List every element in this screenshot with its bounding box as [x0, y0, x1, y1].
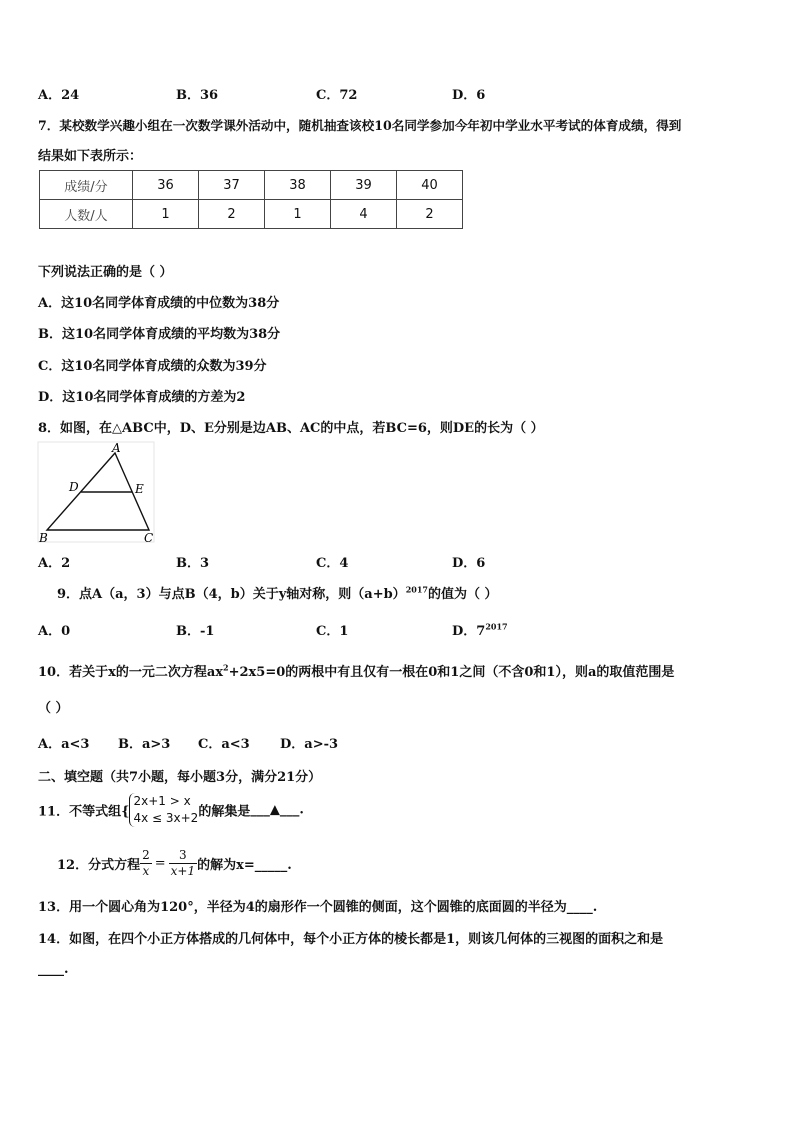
- q7-stem-line1: 7．某校数学兴趣小组在一次数学课外活动中，随机抽查该校10名同学参加今年初中学业水平考试的体育成绩，得到: [38, 118, 682, 133]
- q9-option-c: C．1: [316, 624, 349, 639]
- q7-option-b: B．这10名同学体育成绩的平均数为38分: [38, 327, 281, 342]
- q8-stem: 8．如图，在△ABC中，D、E分别是边AB、AC的中点，若BC=6，则DE的长为（ ）: [38, 421, 544, 436]
- q10-stem-text: 10．若关于x的一元二次方程ax: [38, 665, 224, 680]
- q11-suffix: 的解集是: [198, 804, 251, 820]
- q11-inequality-1: 2x+1 > x: [133, 794, 191, 808]
- q8-option-b: B．3: [176, 556, 210, 571]
- q10-stem-line1: [38, 661, 674, 680]
- label-b: B: [39, 531, 48, 545]
- q9-option-b: B．-1: [176, 624, 215, 639]
- q6-option-c: C．72: [316, 88, 358, 103]
- q12-lhs-fraction: [140, 848, 152, 879]
- q6-option-b: B．36: [176, 88, 219, 103]
- section-heading: 二、填空题（共7小题，每小题3分，满分21分）: [38, 770, 322, 785]
- q9-stem-text: 9．点A（a，3）与点B（4，b）关于y轴对称，则（a+b）: [57, 587, 406, 602]
- q9-option-d-base: D．7: [452, 624, 486, 639]
- q10-option-d: D．a>-3: [280, 737, 339, 752]
- q8-option-a: A．2: [38, 556, 71, 571]
- label-e: E: [135, 482, 144, 496]
- table-cell: 1: [133, 200, 199, 229]
- q10-stem-tail: +2x5=0的两根中有且仅有一根在0和1之间（不含0和1），则a的取值范围是: [228, 665, 675, 680]
- q7-option-a: A．这10名同学体育成绩的中位数为38分: [38, 296, 280, 311]
- q12-prefix: 12．分式方程: [57, 858, 141, 873]
- table-cell: 4: [331, 200, 397, 229]
- table-cell: 38: [265, 171, 331, 200]
- q6-option-a: A．24: [38, 88, 80, 103]
- q10-stem-exponent: 2: [223, 662, 229, 673]
- label-d: D: [69, 480, 79, 494]
- table-cell: 2: [199, 200, 265, 229]
- table-cell: 39: [331, 171, 397, 200]
- q11-inequality-system: [129, 793, 198, 827]
- q14-stem-line1: 14．如图，在四个小正方体搭成的几何体中，每个小正方体的棱长都是1，则该几何体的三视图的面积之和是: [38, 932, 664, 947]
- q11-inequality-2: 4x ≤ 3x+2: [133, 811, 199, 825]
- q9-stem-exponent: 2017: [405, 584, 428, 595]
- q12-lhs-numerator: 2: [142, 848, 150, 862]
- q10-option-b: B．a>3: [118, 737, 171, 752]
- q6-option-d: D．6: [452, 88, 486, 103]
- q12-lhs-denominator: x: [142, 864, 150, 878]
- q10-stem-line2: （ ）: [38, 701, 69, 716]
- table-cell: 1: [265, 200, 331, 229]
- q10-option-c: C．a<3: [198, 737, 250, 752]
- q10-option-a: A．a<3: [38, 737, 90, 752]
- q7-option-d: D．这10名同学体育成绩的方差为2: [38, 390, 246, 405]
- q9-option-d: [452, 620, 508, 639]
- q7-option-c: C．这10名同学体育成绩的众数为39分: [38, 359, 267, 374]
- table-row: [40, 171, 463, 200]
- table-header-score: 成绩/分: [40, 171, 133, 200]
- table-cell: 36: [133, 171, 199, 200]
- q9-stem: [57, 583, 497, 602]
- q12-equals: =: [154, 856, 166, 871]
- q11-blank: ___▲___: [250, 802, 300, 818]
- triangle-figure: [36, 440, 166, 546]
- q12-rhs-denominator: x+1: [170, 864, 196, 878]
- q11-period: .: [299, 802, 304, 818]
- table-cell: 40: [397, 171, 463, 200]
- q9-stem-tail: 的值为（ ）: [427, 587, 498, 602]
- q7-stem-line2: 结果如下表所示：: [38, 149, 143, 164]
- label-c: C: [144, 531, 154, 545]
- q12-line: [57, 848, 292, 879]
- q13-stem: 13．用一个圆心角为120°，半径为4的扇形作一个圆锥的侧面，这个圆锥的底面圆的半径为____.: [38, 900, 598, 915]
- q8-option-c: C．4: [316, 556, 349, 571]
- table-cell: 2: [397, 200, 463, 229]
- label-a: A: [112, 441, 121, 455]
- q12-rhs-fraction: [169, 848, 197, 879]
- table-cell: 37: [199, 171, 265, 200]
- q11-line: [38, 793, 304, 827]
- table-row: [40, 200, 463, 229]
- q7-score-table: [39, 170, 463, 229]
- q11-prefix: 11．不等式组{: [38, 804, 130, 820]
- q8-option-d: D．6: [452, 556, 486, 571]
- q12-rhs-numerator: 3: [169, 848, 197, 864]
- q9-option-a: A．0: [38, 624, 71, 639]
- table-header-count: 人数/人: [40, 200, 133, 229]
- q7-question: 下列说法正确的是（ ）: [38, 265, 173, 280]
- q9-option-d-exponent: 2017: [485, 621, 508, 632]
- q12-suffix: 的解为x=_____.: [197, 858, 292, 873]
- q14-stem-line2: ____.: [38, 962, 69, 977]
